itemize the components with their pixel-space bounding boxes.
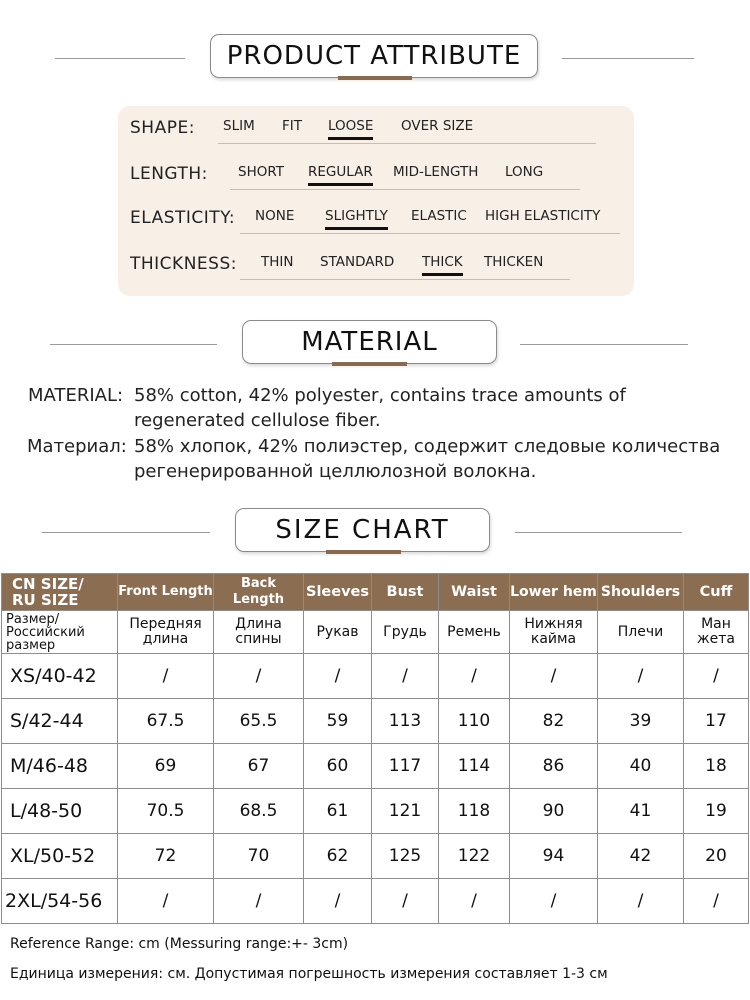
table-cell: 2XL/54-56 (2, 879, 118, 924)
table-cell: 18 (684, 744, 749, 789)
table-cell: Размер/ Российский размер (2, 611, 118, 654)
attr-rule (230, 189, 580, 190)
header-rule-right (515, 532, 682, 533)
attr-option: SHORT (238, 164, 284, 180)
table-cell: / (684, 654, 749, 699)
table-cell: 70.5 (118, 789, 214, 834)
table-cell: L/48-50 (2, 789, 118, 834)
table-cell: 94 (510, 834, 598, 879)
table-cell: 62 (304, 834, 372, 879)
table-cell: Ман жета (684, 611, 749, 654)
attr-option: SLIM (223, 118, 255, 134)
table-cell: / (510, 879, 598, 924)
header-rule-right (520, 344, 688, 345)
table-cell: Грудь (372, 611, 439, 654)
attr-option: THIN (261, 254, 294, 270)
attr-option-selected: THICK (422, 254, 463, 270)
table-header-cell: Front Length (118, 574, 214, 611)
material-label-en: MATERIAL: (28, 385, 124, 406)
attr-option: MID-LENGTH (393, 164, 479, 180)
attr-option: ELASTIC (411, 208, 467, 224)
table-row (2, 654, 749, 699)
header-rule-left (50, 344, 217, 345)
table-cell: 113 (372, 699, 439, 744)
attr-option: OVER SIZE (401, 118, 474, 134)
table-cell: 90 (510, 789, 598, 834)
material-text-en-1: 58% cotton, 42% polyester, contains trace amounts of (134, 385, 626, 406)
table-cell: Нижняя кайма (510, 611, 598, 654)
table-cell: Рукав (304, 611, 372, 654)
table-cell: 19 (684, 789, 749, 834)
table-cell: 125 (372, 834, 439, 879)
table-header-cell: CN SIZE/ RU SIZE (2, 574, 118, 611)
table-cell: 69 (118, 744, 214, 789)
table-cell: 122 (439, 834, 510, 879)
material-text-en-2: regenerated cellulose fiber. (134, 410, 381, 431)
table-cell: 117 (372, 744, 439, 789)
table-cell: / (439, 879, 510, 924)
table-cell: 65.5 (214, 699, 304, 744)
table-cell: 42 (598, 834, 684, 879)
table-row (2, 789, 749, 834)
header-rule-left (55, 58, 185, 59)
attr-label: LENGTH: (130, 164, 208, 184)
table-cell: 39 (598, 699, 684, 744)
table-cell: / (598, 879, 684, 924)
table-cell: / (118, 654, 214, 699)
section-title-text: PRODUCT ATTRIBUTE (226, 41, 522, 71)
table-cell: 110 (439, 699, 510, 744)
table-cell: 60 (304, 744, 372, 789)
table-cell: 20 (684, 834, 749, 879)
table-cell: Ремень (439, 611, 510, 654)
table-cell: 82 (510, 699, 598, 744)
table-cell: 72 (118, 834, 214, 879)
table-header-row-ru (2, 611, 749, 654)
table-cell: 40 (598, 744, 684, 789)
attr-rule (240, 233, 620, 234)
header-accent (326, 550, 401, 554)
table-row (2, 699, 749, 744)
section-title (210, 34, 538, 78)
section-title-text: MATERIAL (301, 327, 438, 357)
table-cell: XS/40-42 (2, 654, 118, 699)
size-chart-header (0, 508, 750, 558)
table-header-cell: Back Length (214, 574, 304, 611)
header-rule-left (42, 532, 210, 533)
table-cell: / (598, 654, 684, 699)
table-cell: / (684, 879, 749, 924)
table-cell: S/42-44 (2, 699, 118, 744)
table-header-cell: Cuff (684, 574, 749, 611)
attr-option-selected: LOOSE (328, 118, 374, 134)
measurement-unit-note: Единица измерения: см. Допустимая погрешность измерения составляет 1-3 см (10, 966, 608, 982)
material-text-ru-1: 58% хлопок, 42% полиэстер, содержит следовые количества (134, 436, 721, 457)
attr-option: FIT (282, 118, 302, 134)
table-cell: 68.5 (214, 789, 304, 834)
table-header-cell: Bust (372, 574, 439, 611)
table-cell: XL/50-52 (2, 834, 118, 879)
material-text-ru-2: регенерированной целлюлозной волокна. (134, 461, 537, 482)
table-cell: Плечи (598, 611, 684, 654)
attribute-panel (118, 106, 634, 296)
section-title (235, 508, 490, 552)
table-cell: Передняя длина (118, 611, 214, 654)
table-cell: / (304, 654, 372, 699)
attr-rule (218, 143, 596, 144)
table-cell: 121 (372, 789, 439, 834)
table-cell: / (304, 879, 372, 924)
table-cell: 86 (510, 744, 598, 789)
table-cell: 67 (214, 744, 304, 789)
attr-row-elasticity (118, 196, 634, 236)
table-cell: 61 (304, 789, 372, 834)
table-row (2, 879, 749, 924)
attr-label: ELASTICITY: (130, 208, 236, 228)
table-cell: / (439, 654, 510, 699)
attr-option: STANDARD (320, 254, 395, 270)
table-cell: / (372, 654, 439, 699)
table-cell: / (214, 879, 304, 924)
table-row (2, 834, 749, 879)
table-cell: 41 (598, 789, 684, 834)
attr-row-length (118, 152, 634, 192)
header-accent (338, 76, 412, 80)
attr-label: SHAPE: (130, 118, 195, 138)
table-cell: / (372, 879, 439, 924)
attr-label: THICKNESS: (130, 254, 237, 274)
table-cell: 70 (214, 834, 304, 879)
attr-option-selected: REGULAR (308, 164, 373, 180)
material-label-ru: Материал: (27, 436, 127, 457)
header-rule-right (562, 58, 694, 59)
section-title (242, 320, 497, 364)
table-cell: 114 (439, 744, 510, 789)
table-cell: Длина спины (214, 611, 304, 654)
table-header-row-en (2, 574, 749, 611)
header-accent (332, 362, 407, 366)
table-cell: 59 (304, 699, 372, 744)
attr-option-selected: SLIGHTLY (325, 208, 388, 224)
attr-row-shape (118, 106, 634, 146)
table-cell: M/46-48 (2, 744, 118, 789)
attr-rule (240, 279, 570, 280)
table-cell: / (510, 654, 598, 699)
table-header-cell: Shoulders (598, 574, 684, 611)
attr-option: LONG (505, 164, 544, 180)
table-header-cell: Lower hem (510, 574, 598, 611)
attr-option: HIGH ELASTICITY (485, 208, 601, 224)
table-header-cell: Sleeves (304, 574, 372, 611)
reference-range-note: Reference Range: cm (Messuring range:+- 3cm) (10, 936, 349, 952)
table-cell: 17 (684, 699, 749, 744)
product-attribute-header (0, 34, 750, 84)
table-cell: 118 (439, 789, 510, 834)
size-table (1, 573, 749, 924)
section-title-text: SIZE CHART (275, 515, 450, 545)
table-cell: / (118, 879, 214, 924)
table-cell: 67.5 (118, 699, 214, 744)
attr-row-thickness (118, 242, 634, 282)
table-header-cell: Waist (439, 574, 510, 611)
material-header (0, 320, 750, 370)
attr-option: THICKEN (484, 254, 544, 270)
attr-option: NONE (255, 208, 295, 224)
table-cell: / (214, 654, 304, 699)
table-row (2, 744, 749, 789)
